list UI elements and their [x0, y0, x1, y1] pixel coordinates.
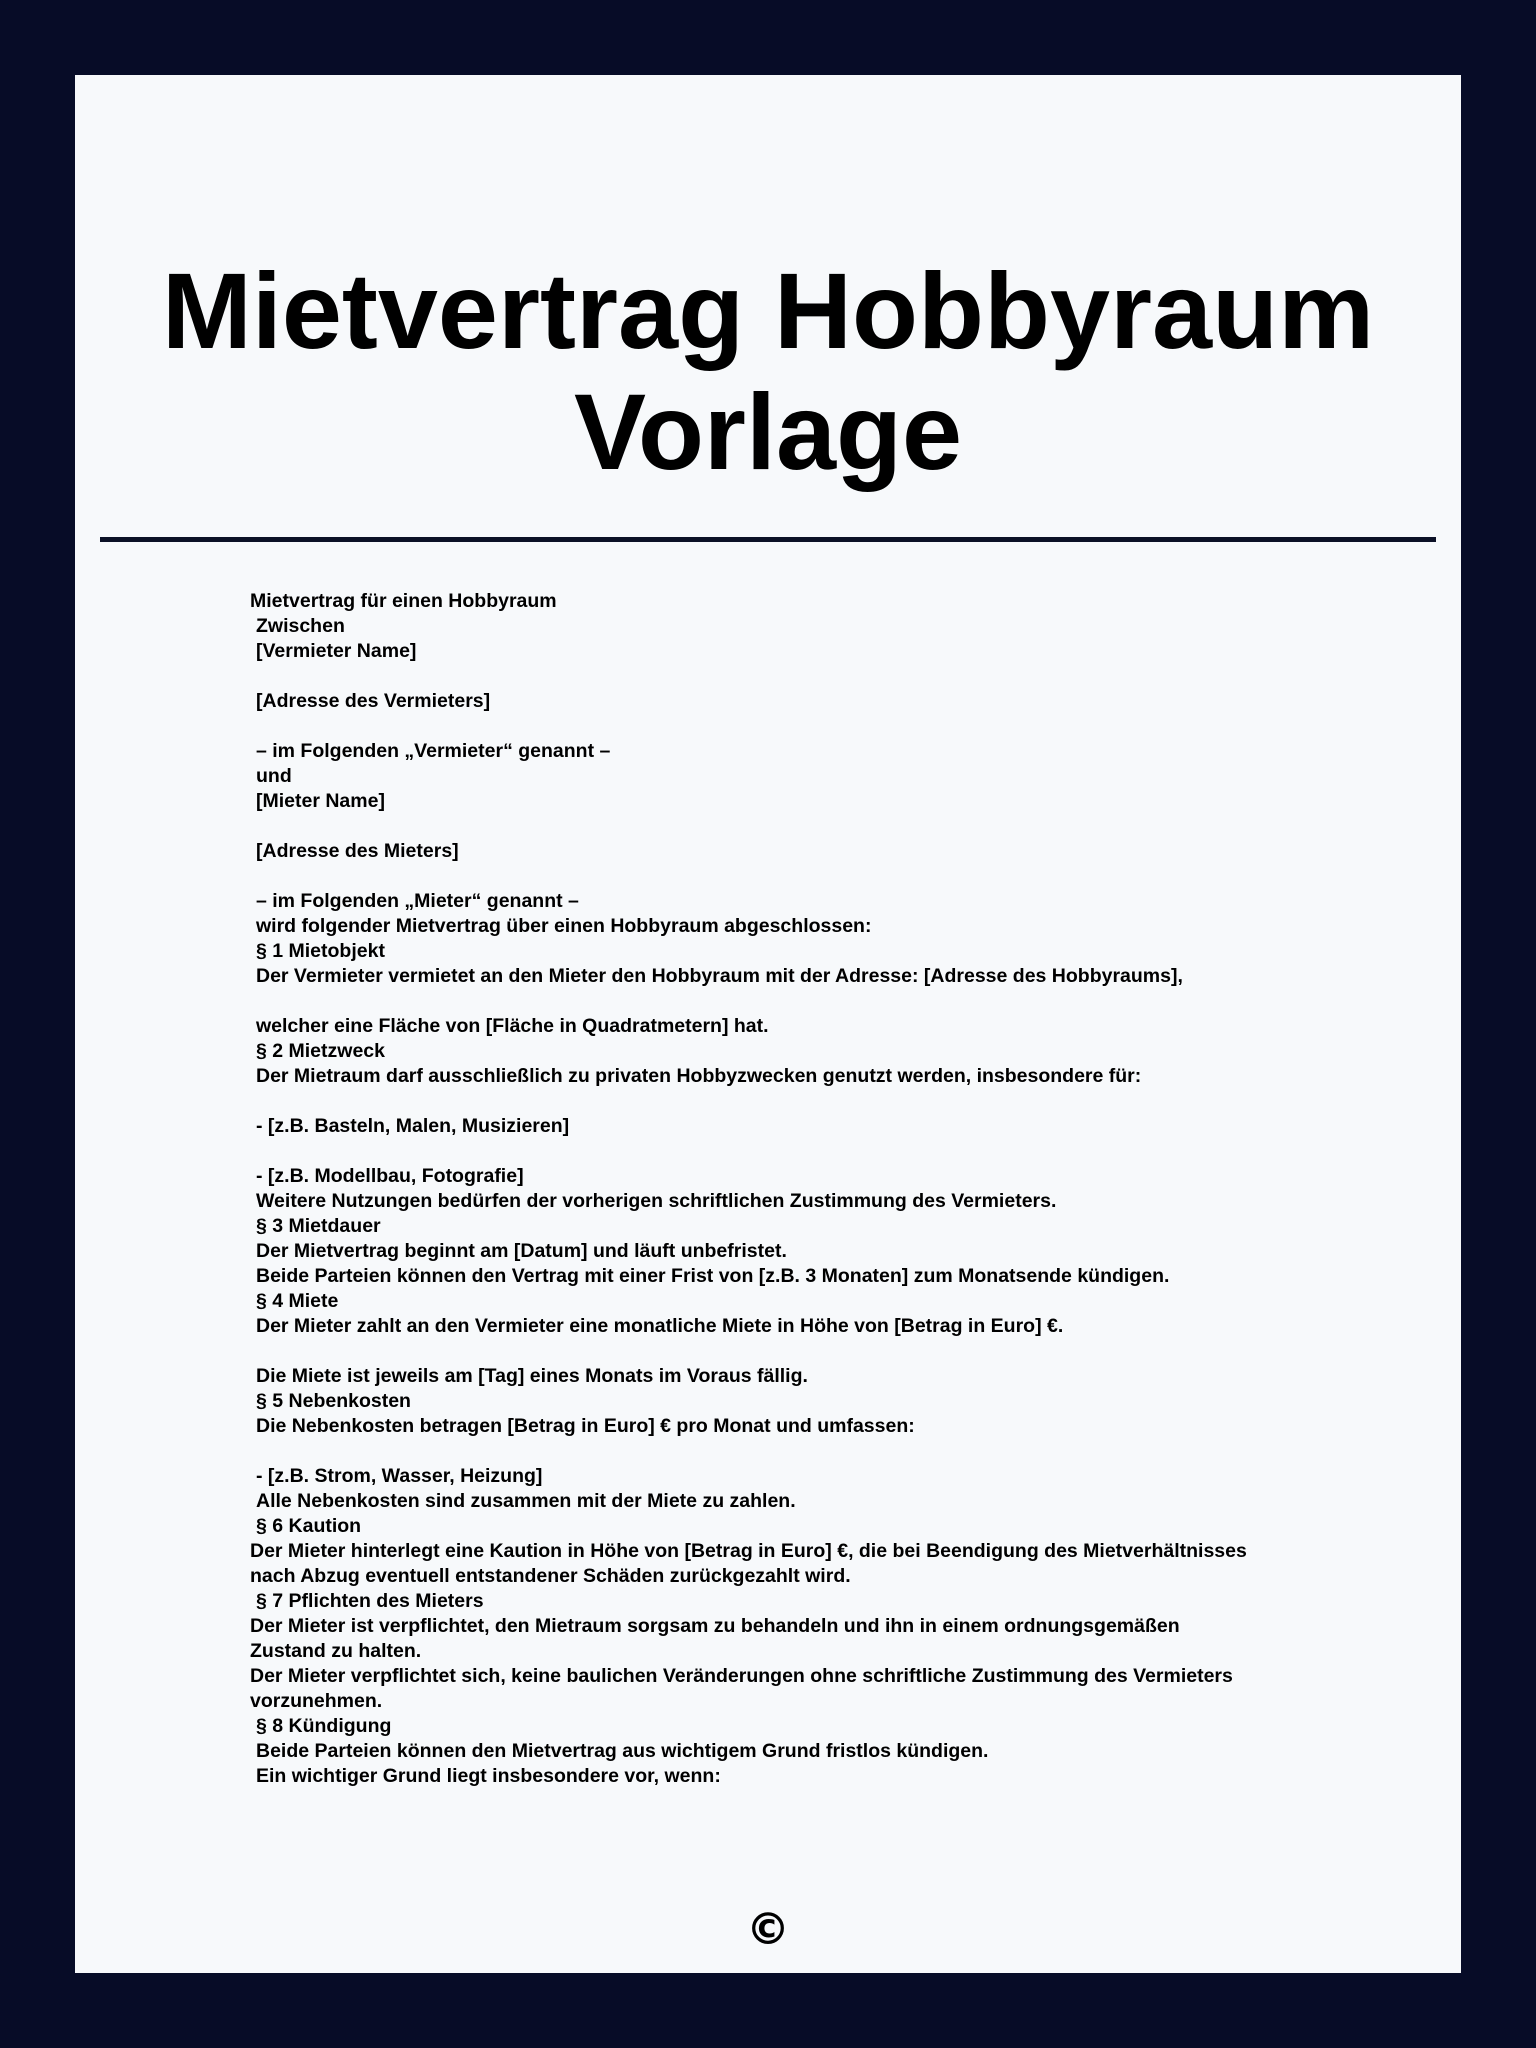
document-page: [75, 75, 1461, 1973]
contract-line: Der Vermieter vermietet an den Mieter den Hobbyraum mit der Adresse: [Adresse des Hobbyraums],: [256, 965, 1183, 987]
contract-line: Der Mieter verpflichtet sich, keine baulichen Veränderungen ohne schriftliche Zustimmung des Vermieters: [250, 1665, 1233, 1687]
contract-line: Die Nebenkosten betragen [Betrag in Euro] € pro Monat und umfassen:: [256, 1415, 915, 1437]
contract-line: § 3 Mietdauer: [256, 1215, 381, 1237]
contract-line: [Adresse des Vermieters]: [256, 690, 491, 712]
contract-line: - [z.B. Basteln, Malen, Musizieren]: [256, 1115, 570, 1137]
contract-line: [250, 664, 1380, 689]
contract-line: – im Folgenden „Vermieter“ genannt –: [256, 740, 611, 762]
contract-line: Beide Parteien können den Mietvertrag aus wichtigem Grund fristlos kündigen.: [256, 1740, 989, 1762]
contract-line: § 5 Nebenkosten: [256, 1390, 411, 1412]
contract-line: Alle Nebenkosten sind zusammen mit der Miete zu zahlen.: [256, 1490, 796, 1512]
contract-line: und: [256, 765, 292, 787]
contract-line: § 7 Pflichten des Mieters: [256, 1590, 484, 1612]
contract-line: vorzunehmen.: [250, 1690, 383, 1712]
contract-body: [250, 589, 1380, 1789]
contract-line: Der Mieter hinterlegt eine Kaution in Höhe von [Betrag in Euro] €, die bei Beendigung des Mietverhältnisses: [250, 1540, 1247, 1562]
contract-line: [250, 1339, 1380, 1364]
page-title: [75, 250, 1461, 492]
contract-line: Der Mieter ist verpflichtet, den Mietraum sorgsam zu behandeln und ihn in einem ordnungsgemäßen: [250, 1615, 1180, 1637]
contract-line: [250, 989, 1380, 1014]
contract-line: - [z.B. Modellbau, Fotografie]: [256, 1165, 524, 1187]
contract-line: wird folgender Mietvertrag über einen Hobbyraum abgeschlossen:: [256, 915, 872, 937]
contract-line: [250, 1139, 1380, 1164]
contract-line: Die Miete ist jeweils am [Tag] eines Monats im Voraus fällig.: [256, 1365, 808, 1387]
contract-line: § 1 Mietobjekt: [256, 940, 385, 962]
title-line-2: Vorlage: [573, 371, 963, 492]
contract-line: [250, 1089, 1380, 1114]
contract-line: – im Folgenden „Mieter“ genannt –: [256, 890, 579, 912]
contract-line: - [z.B. Strom, Wasser, Heizung]: [256, 1465, 543, 1487]
contract-line: Zustand zu halten.: [250, 1640, 422, 1662]
title-line-1: Mietvertrag Hobbyraum: [161, 250, 1375, 371]
contract-line: Beide Parteien können den Vertrag mit einer Frist von [z.B. 3 Monaten] zum Monatsende kündigen.: [256, 1265, 1170, 1287]
contract-line: [Adresse des Mieters]: [256, 840, 459, 862]
contract-line: [Vermieter Name]: [256, 640, 417, 662]
contract-line: [250, 1439, 1380, 1464]
contract-line: Der Mieter zahlt an den Vermieter eine monatliche Miete in Höhe von [Betrag in Euro] €.: [256, 1315, 1064, 1337]
contract-line: § 2 Mietzweck: [256, 1040, 385, 1062]
contract-line: § 8 Kündigung: [256, 1715, 392, 1737]
contract-line: welcher eine Fläche von [Fläche in Quadratmetern] hat.: [256, 1015, 769, 1037]
copyright-icon: ©: [746, 1904, 790, 1955]
contract-line: [250, 864, 1380, 889]
contract-line: Ein wichtiger Grund liegt insbesondere vor, wenn:: [256, 1765, 721, 1787]
contract-line: nach Abzug eventuell entstandener Schäden zurückgezahlt wird.: [250, 1565, 851, 1587]
contract-line: Zwischen: [256, 615, 345, 637]
contract-line: [Mieter Name]: [256, 790, 385, 812]
contract-line: [250, 814, 1380, 839]
title-divider: [100, 537, 1436, 542]
contract-line: Der Mietvertrag beginnt am [Datum] und läuft unbefristet.: [256, 1240, 787, 1262]
contract-line: Weitere Nutzungen bedürfen der vorherigen schriftlichen Zustimmung des Vermieters.: [256, 1190, 1057, 1212]
contract-line: Der Mietraum darf ausschließlich zu privaten Hobbyzwecken genutzt werden, insbesondere für:: [256, 1065, 1142, 1087]
contract-line: § 6 Kaution: [256, 1515, 362, 1537]
contract-line: § 4 Miete: [256, 1290, 339, 1312]
contract-line: Mietvertrag für einen Hobbyraum: [250, 590, 557, 612]
contract-line: [250, 714, 1380, 739]
